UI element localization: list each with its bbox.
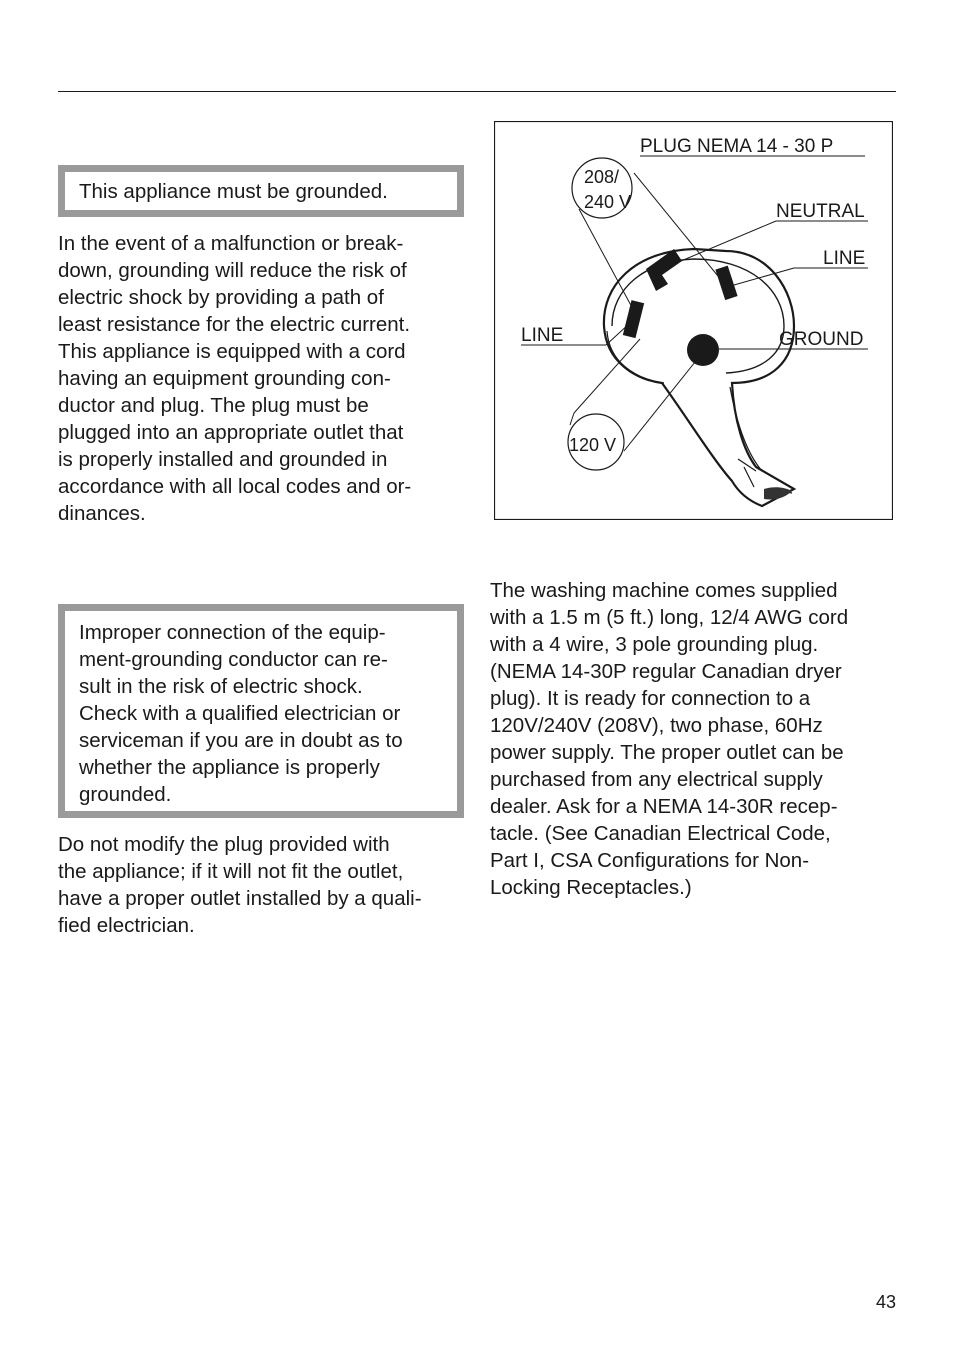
header-rule — [58, 91, 896, 92]
text-line: Check with a qualified electrician or — [79, 702, 401, 725]
text-line: serviceman if you are in doubt as to — [79, 729, 403, 752]
text-line: down, grounding will reduce the risk of — [58, 259, 407, 282]
text-line: The washing machine comes supplied — [490, 579, 838, 602]
text-line: is properly installed and grounded in — [58, 448, 388, 471]
ground-label: GROUND — [779, 329, 864, 350]
warning-box-improper — [58, 604, 464, 818]
text-line: sult in the risk of electric shock. — [79, 675, 363, 698]
text-line: power supply. The proper outlet can be — [490, 741, 844, 764]
text-line: dealer. Ask for a NEMA 14-30R recep- — [490, 795, 838, 818]
text-line: dinances. — [58, 502, 146, 525]
voltage-208-label: 208/ — [584, 167, 620, 187]
text-line: whether the appliance is properly — [79, 756, 380, 779]
neutral-label: NEUTRAL — [776, 201, 865, 222]
paragraph-supply — [490, 577, 900, 901]
text-line: (NEMA 14-30P regular Canadian dryer — [490, 660, 842, 683]
text-line: plugged into an appropriate outlet that — [58, 421, 404, 444]
text-line: with a 1.5 m (5 ft.) long, 12/4 AWG cord — [490, 606, 849, 629]
page-number: 43 — [875, 1292, 896, 1312]
text-line: In the event of a malfunction or break- — [58, 232, 404, 255]
text-line: 120V/240V (208V), two phase, 60Hz — [490, 714, 823, 737]
text-line: ment-grounding conductor can re- — [79, 648, 388, 671]
text-line: fied electrician. — [58, 914, 195, 937]
text-line: grounded. — [79, 783, 172, 806]
paragraph-grounding — [58, 230, 468, 527]
text-line: least resistance for the electric current. — [58, 313, 411, 336]
text-line: having an equipment grounding con- — [58, 367, 391, 390]
text-line: Locking Receptacles.) — [490, 876, 692, 899]
text-line: tacle. (See Canadian Electrical Code, — [490, 822, 831, 845]
plug-diagram — [494, 121, 893, 520]
warning-box-grounded — [58, 165, 464, 217]
paragraph-modify — [58, 831, 468, 939]
text-line: Improper connection of the equip- — [79, 621, 386, 644]
warning-text: This appliance must be grounded. — [79, 180, 388, 203]
text-line: electric shock by providing a path of — [58, 286, 384, 309]
text-line: Do not modify the plug provided with — [58, 833, 390, 856]
voltage-120-label: 120 V — [569, 435, 617, 455]
text-line: This appliance is equipped with a cord — [58, 340, 406, 363]
text-line: the appliance; if it will not fit the outlet, — [58, 860, 404, 883]
text-line: plug). It is ready for connection to a — [490, 687, 811, 710]
text-line: with a 4 wire, 3 pole grounding plug. — [490, 633, 819, 656]
text-line: Part I, CSA Configurations for Non- — [490, 849, 810, 872]
text-line: accordance with all local codes and or- — [58, 475, 412, 498]
text-line: ductor and plug. The plug must be — [58, 394, 369, 417]
line-right-label: LINE — [823, 248, 866, 269]
diagram-title: PLUG NEMA 14 - 30 P — [640, 136, 834, 157]
text-line: have a proper outlet installed by a quali- — [58, 887, 422, 910]
voltage-240-label: 240 V — [584, 192, 632, 212]
line-left-label: LINE — [521, 325, 564, 346]
ground-pin-icon — [687, 334, 719, 366]
text-line: purchased from any electrical supply — [490, 768, 823, 791]
